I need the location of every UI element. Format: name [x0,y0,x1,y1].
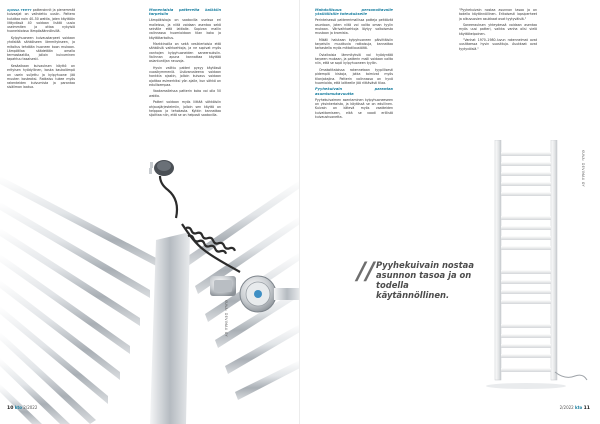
left-col2-para-5: Patteri voidaan myös liittää sähköisiin ohjausjärjestelmiin, jolloin sen käyttö on helppoa ja tehokasta. Kytkin kannattaa sijoittaa niin, että se on helposti saatavilla. [149,100,221,118]
left-photo-credit: KUVA: DEVIMAX OY [224,300,228,337]
right-col2-para-2: Saneerauksen yhteydessä voidaan asentaa myös uusi patteri, vaikka vanha olisi vielä käyttökelpoinen. [459,23,537,36]
left-col2-para-4: Vaakamalleissa patterin koko voi olla 50 wattia. [149,89,221,98]
right-col1-para-5: Pyyhekuivaimen asentaminen kylpyhuoneeseen on yksinkertaista, ja käytössä se on edullinen. Kuivain on kätevä myös vaatteiden kuivattamiseen, eikä se vaadi erillistä kuivaushuonetta. [315,97,393,119]
right-page [300,0,600,424]
right-footer [560,405,590,411]
left-footer [7,405,37,411]
left-subhead: Monenlaisia pattereita kaikkiin tarpeisiin [149,8,221,17]
left-col2 [149,8,221,120]
chrome-towel-rail-photo [0,140,300,424]
left-issue: 2/2022 [23,405,38,410]
left-col2-para-3: Hyvin valittu patteri pysyy käytössä vuosikymmeniä. Lisävarusteena voidaan hankkia ajastin, jolloin kuivaus voidaan ajoittaa esimerkiksi yön ajalle, kun sähkö on edullisempaa. [149,65,221,87]
radiator-bars [501,152,551,372]
left-col1-text-1: patteroinnit ja pienemmät kuivaajat on vaihdettu uusiin. Pattera kuluttaa noin 40–50 wattia, joten käyttöön liittyvässä 40 voidaan lisätä uusia useimmiten ja ottaa nykyisiä huoneistoissa lämpösäännöksillä. [7,8,75,34]
left-page-number: 10 [7,406,14,411]
left-col2-para-1: Lämpökiskoja on saatavilla useissa eri malleissa, ja niitä voidaan asentaa sekä seinälle että lattialle. Sopivan mallin valinnassa huomioidaan tilan koko ja käyttötarkoitus. [149,18,221,40]
left-magazine-name: kto [14,405,23,410]
right-subhead-2: Pyyhekuivain parantaa asumismukavuutta [315,87,393,96]
wall-bracket [210,276,236,296]
right-page-number: 11 [583,406,590,411]
right-col1-para-4: Omakotitaloissa rakennetaan tyypillisesti pidempiä kiskoja, jotka toimivat myös tilanjakajina. Patterin valinnassa on hyvä huomioida, että laitteelle jää riittävästi tilaa. [315,67,393,85]
right-col1 [315,8,393,121]
left-col1 [7,8,75,92]
right-col1-para-3: Oviaikaisia lämmityksiä voi hyödyntää tarpeen mukaan, ja patterin malli voidaan valita niin, että se sopii kylpyhuoneen tyyliin. [315,52,393,66]
right-col1-para-1: Perinteisessä pattererimallissa patteja peittävät asuntoon, joten niitä voi valita oman tyylin mukaan. Värivaihtoehtoja löytyy valkoisesta mustaan ja kromista. [315,18,393,36]
plug [149,160,174,176]
quote-mark-icon: // [357,257,375,285]
left-col1-para-2: Kylpyhuoneen kuivaustarpeet voidaan yhdistää sähköiseen lämmitykseen, ja mitoitus tehdään huoneen koon mukaan. Lämpötilaa säädetään omalla termostaatilla, jolloin kuivuminen tapahtuu tasaisesti. [7,35,75,62]
right-col1-para-2: Mikäli halutaan kylpyhuoneen päivittäisiin tarpeisiin muuttuvia ratkaisuja, kannattaa tarkastella myös mittatilaustöitä. [315,37,393,51]
right-photo-credit: KUVA: DEVIMAX OY [581,150,585,187]
right-col2-para-3: "Vanhat 1970–1980-luvun rakennelmat ovat uusittaessa hyvin suosittuja. Asukkaat ovat tyytyväisiä." [459,38,537,51]
right-col2-para-1: "Pyyhekuivain nostaa asunnon tasoa ja on todella käytännöllinen. Erikoisesti lapsiperheet ja alkuvuosien asukkaat ovat tyytyväisiä." [459,8,537,21]
right-col2 [459,8,537,53]
left-col2-para-2: Markkinoilla on sekä vesikiertoisia että sähköisiä vaihtoehtoja, ja ne sopivat myös vanhojen kylpyhuoneiden saneerauksiin. Valinnan apuna kannattaa käyttää asiantuntijan neuvoja. [149,42,221,64]
left-col1-para-3: Kesäaikaan kuivauksen käyttö on erityisen hyödyllinen, koska kaukolämpö on usein suljettu ja kylpyhuone jää muuten kosteaksi. Ratkaisu tukee myös rakenteiden kuivumista ja parantaa sisäilman laatua. [7,63,75,90]
right-magazine-name: kto [574,405,583,410]
thermostat-unit [240,276,300,312]
pull-quote-text: Pyyhekuivain nostaa asunnon tasoa ja on todella käytännöllinen. [376,260,474,300]
side-rail [150,232,190,424]
right-issue: 2/2022 [559,405,574,410]
left-col1-para-1 [7,8,75,34]
lead-word: AJOSSA TEHTY [7,8,32,12]
right-subhead: Mahdollisuus personoitavalle yksilöllisille toteutukselle [315,8,393,17]
